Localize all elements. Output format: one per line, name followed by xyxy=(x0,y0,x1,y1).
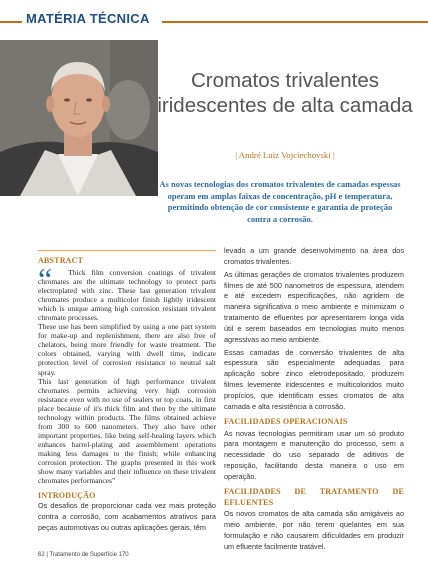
left-column xyxy=(38,254,216,534)
abstract-paragraph: Thick film conversion coatings of trivalent chromates are the ultimate technology to protect parts electroplated with zinc. These last generation trivalent chromates produce a multicolor finish lightly iridescent which is unique among high corrosion resistant trivalent chromate processes. xyxy=(38,268,216,323)
section-tag: MATÉRIA TÉCNICA xyxy=(26,11,150,26)
introducao-text: Os desafios de proporcionar cada vez mais proteção contra a corrosão, com acabamentos atrativos para peças automotivas ou outras aplicações gerais, têm xyxy=(38,501,216,532)
author-byline: | André Luiz Vojciechovski | xyxy=(235,150,335,160)
page-header xyxy=(0,0,428,40)
abstract-heading: ABSTRACT xyxy=(38,256,84,265)
quote-mark: “ xyxy=(38,261,53,297)
article-lead: As novas tecnologias dos cromatos trivalentes de camadas espessas operam em amplas faixas de concentração, pH e temperatura, permitindo obtenção de cor consistente e garantia de proteção contra a corrosão. xyxy=(159,179,401,224)
body-paragraph: As novas tecnologias permitiram usar um só produto para montagem e manutenção do processo, sem a necessidade do uso separado de aditivos de reposição, facilitando desta maneira o uso em operação. xyxy=(224,428,404,481)
column-divider xyxy=(38,250,216,251)
article-title xyxy=(150,68,420,118)
abstract-body xyxy=(38,261,216,486)
abstract-paragraph: These use has been simplified by using a one part system for make-up and replenishment, there are also free of chelators, being more friendly for waste treatment. The colors obtained, varying with dwell time, indicate protection level of corrosion resistance to neutral salt spray. xyxy=(38,322,216,377)
title-line-1: Cromatos trivalentes xyxy=(191,69,379,92)
body-paragraph: Essas camadas de conversão trivalentes de alta espessura são especialmente adequadas para aplicação sobre zinco eletrodepositado, produzem filmes levemente iridescentes e multicoloridos muito propícios, que identificam esses cromatos de alta camada e alta resistência à corrosão. xyxy=(224,347,404,411)
page-footer: 62 | Tratamento de Superfície 170 xyxy=(38,552,129,558)
body-paragraph: As últimas gerações de cromatos trivalentes produzem filmes de até 500 nanometros de espessura, atendem e até excedem especificações, não agridem de maneira significativa o meio ambiente e minimizam o tratamento de efluentes por apresentarem longa vida útil e serem baseados em tecnologias muito menos agressivas ao meio ambiente. xyxy=(224,269,404,344)
efluentes-heading: FACILIDADES DE TRATAMENTO DE EFLUENTES xyxy=(224,486,404,507)
author-photo xyxy=(0,40,158,196)
right-column xyxy=(224,246,404,555)
abstract-paragraph: This last generation of high performance trivalent chromates permits achieving very high corrosion resistance even with no use of sealers or top coats, in first place because of it's thick film and then by the ultimate technology within products. The films obtained achieve from 300 to 600 nanometers. They also have other important properties, like being self-healing layers which enhances barrel-plating and assemblement operations making less damages to the finish; while enhancing corrosion protection. The graphs presented in this work show many variables and their influence on these trivalent chromates performances” xyxy=(38,376,216,486)
body-paragraph: Os novos cromatos de alta camada são amigáveis ao meio ambiente, por não terem quelantes em sua formulação e não causarem dificuldades em produzir um efluente facilmente tratável. xyxy=(224,509,404,551)
facilidades-heading: FACILIDADES OPERACIONAIS xyxy=(224,416,348,426)
body-paragraph: levado a um grande desenvolvimento na área dos cromatos trivalentes. xyxy=(224,246,404,266)
title-line-2: iridescentes de alta camada xyxy=(157,94,413,117)
introducao-heading: INTRODUÇÃO xyxy=(38,491,96,501)
